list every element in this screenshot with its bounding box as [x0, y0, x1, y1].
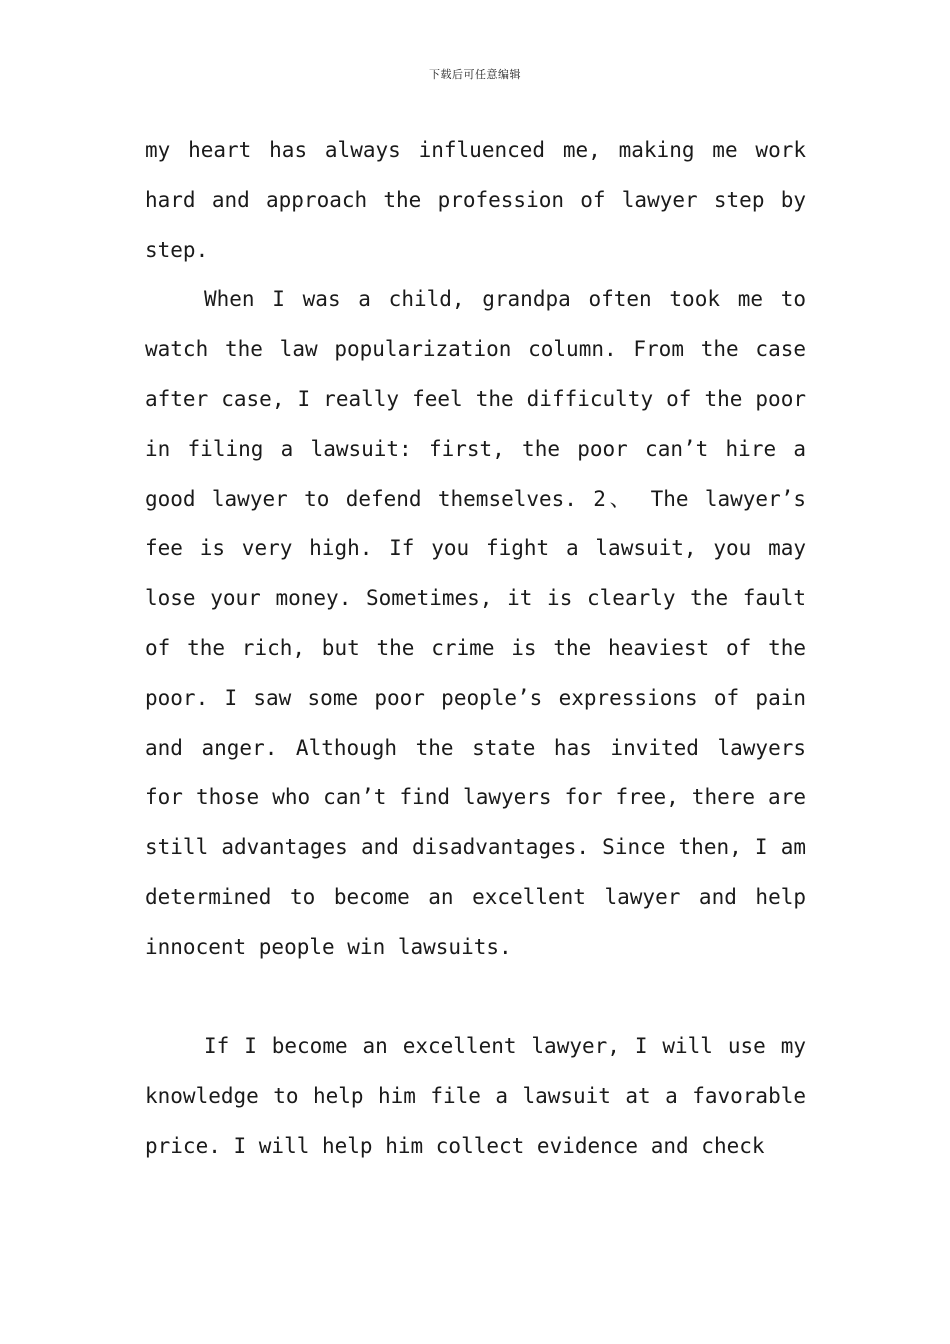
paragraph-childhood: When I was a child, grandpa often took me to watch the law popularization column. From the case after case, I really feel the difficulty of the poor in filing a lawsuit: first, the poor can’t hire a good lawyer to defend themselves. 2、 The lawyer’s fee is very high. If you fight a lawsuit, you may lose your money. Sometimes, it is clearly the fault of the rich, but the crime is the heaviest of the poor. I saw some poor people’s expressions of pain and anger. Although the state has invited lawyers for those who can’t find lawyers for free, there are still advantages and disadvantages. Since then, I am determined to become an excellent lawyer and help innocent people win lawsuits.: [145, 287, 806, 959]
paragraph-gap: [145, 973, 806, 1023]
paragraph-excellent-lawyer: If I become an excellent lawyer, I will use my knowledge to help him file a lawsuit at a favorable price. I will help him collect evidence and check: [145, 1034, 806, 1158]
page-header: 下载后可任意编辑: [429, 68, 521, 81]
document-body: [145, 126, 806, 1172]
paragraph-continuation: my heart has always influenced me, making me work hard and approach the profession of lawyer step by step.: [145, 138, 806, 262]
